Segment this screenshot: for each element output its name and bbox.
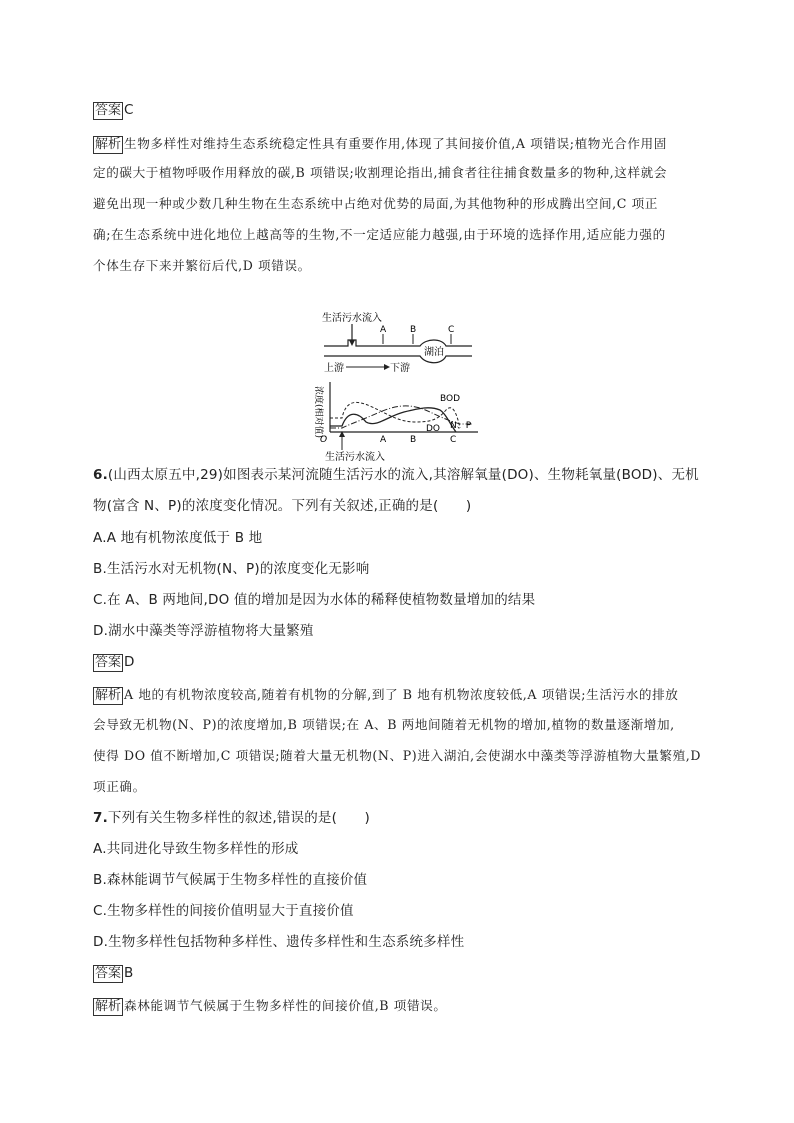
question-6-option-c: C.在 A、B 两地间,DO 值的增加是因为水体的稀释使植物数量增加的结果 [93,592,536,608]
answer-line-1 [93,101,703,120]
question-7-option-c: C.生物多样性的间接价值明显大于直接价值 [93,903,354,919]
answer-value: B [124,965,134,981]
explanation-text: 森林能调节气候属于生物多样性的间接价值,B 项错误。 [124,998,447,1013]
question-number: 6. [93,467,108,483]
point-b-label: B [410,325,417,335]
x-tick-a: A [380,435,387,445]
river-pollution-figure [300,300,500,465]
x-tick-c: C [450,435,457,445]
explanation-line [93,997,703,1016]
downstream-label: 下游 [390,363,410,374]
question-7-option-d: D.生物多样性包括物种多样性、遗传多样性和生态系统多样性 [93,934,465,950]
question-7-stem-line [93,809,703,827]
inflow-top-label: 生活污水流入 [322,313,382,324]
answer-tag: 答案 [95,103,122,118]
point-a-label: A [380,325,387,335]
explanation-line [93,686,703,705]
question-6-option-d: D.湖水中藻类等浮游植物将大量繁殖 [93,623,314,639]
inflow-bottom-label: 生活污水流入 [325,452,385,463]
question-number: 7. [93,810,108,826]
lake-label: 湖泊 [424,347,444,358]
explanation-line [93,135,703,154]
inflow-arrowhead [349,340,355,346]
river-lower-bank [324,356,472,363]
series-do-label: DO [426,424,441,434]
explanation-line: 定的碳大于植物呼吸作用释放的碳,B 项错误;收割理论指出,捕食者往往捕食数量多的物种,这样就会 [93,165,668,180]
question-text: 下列有关生物多样性的叙述,错误的是( ) [107,810,370,826]
answer-value: D [124,654,135,670]
explanation-line: 项正确。 [93,779,146,794]
question-6-option-b: B.生活污水对无机物(N、P)的浓度变化无影响 [93,561,370,577]
y-axis-label: 浓度(相对值) [313,386,323,439]
explanation-text: A 地的有机物浓度较高,随着有机物的分解,到了 B 地有机物浓度较低,A 项错误;生活污水的排放 [124,687,679,702]
series-np-label: N、P [450,421,472,431]
explanation-line: 个体生存下来并繁衍后代,D 项错误。 [93,258,311,273]
explanation-line: 确;在生态系统中进化地位上越高等的生物,不一定适应能力越强,由于环境的选择作用,适应能力强的 [93,227,666,242]
question-6-option-a: A.A 地有机物浓度低于 B 地 [93,530,263,546]
answer-tag: 答案 [95,966,122,981]
question-7-answer [93,964,703,983]
question-6-stem-line: 物(富含 N、P)的浓度变化情况。下列有关叙述,正确的是( ) [93,498,472,514]
river-upper-bank [324,340,472,346]
explanation-tag: 解析 [95,688,122,703]
point-c-label: C [448,325,455,335]
question-7-option-b: B.森林能调节气候属于生物多样性的直接价值 [93,872,368,888]
explanation-line: 避免出现一种或少数几种生物在生态系统中占绝对优势的局面,为其他物种的形成腾出空间,C 项正 [93,196,658,211]
explanation-tag: 解析 [95,999,122,1014]
origin-label: O [320,435,328,445]
explanation-line: 会导致无机物(N、P)的浓度增加,B 项错误;在 A、B 两地间随着无机物的增加,植物的数量逐渐增加, [93,717,675,732]
question-6-stem-line [93,466,703,484]
series-bod-label: BOD [440,394,461,404]
question-text: (山西太原五中,29)如图表示某河流随生活污水的流入,其溶解氧量(DO)、生物耗氧量(BOD)、无机 [107,467,699,483]
x-tick-b: B [410,435,417,445]
upstream-label: 上游 [324,363,344,374]
question-6-answer [93,653,703,672]
question-7-option-a: A.共同进化导致生物多样性的形成 [93,841,299,857]
answer-tag: 答案 [95,655,122,670]
explanation-text: 生物多样性对维持生态系统稳定性具有重要作用,体现了其间接价值,A 项错误;植物光合作用固 [124,136,667,151]
answer-value: C [124,102,134,118]
explanation-line: 使得 DO 值不断增加,C 项错误;随着大量无机物(N、P)进入湖泊,会使湖水中藻类等浮游植物大量繁殖,D [93,748,702,763]
explanation-tag: 解析 [95,137,122,152]
